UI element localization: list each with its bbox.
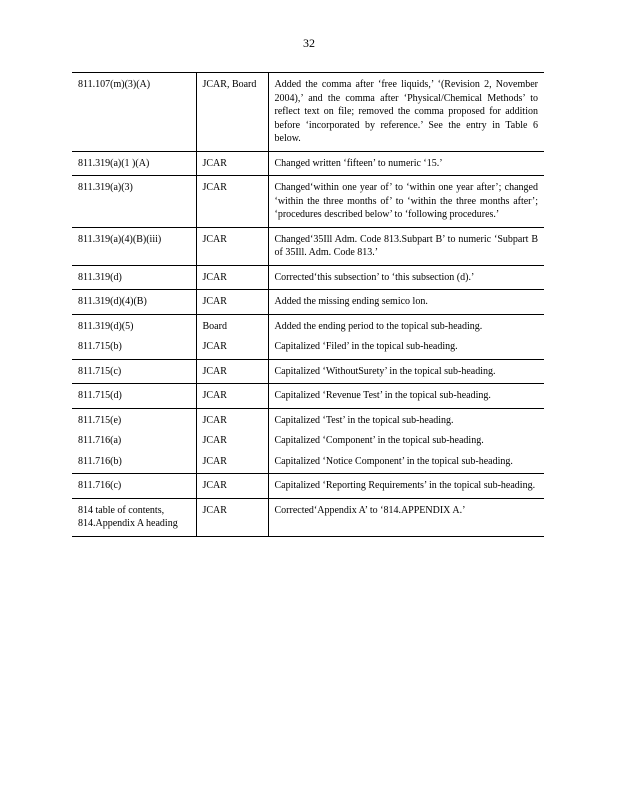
section-cell: 811.319(d)(5) — [72, 314, 196, 338]
table-row — [72, 474, 544, 499]
section-cell: 811.319(d)(4)(B) — [72, 290, 196, 315]
section-cell: 811.716(c) — [72, 474, 196, 499]
change-cell: Added the ending period to the topical sub-heading. — [274, 320, 483, 332]
change-cell: Changed‘within one year of’ to ‘within one year after’; changed ‘within the three months of’ to ‘within the three months after’; ‘procedures described below’ to ‘following procedures.’ — [268, 176, 544, 228]
agency-cell: JCAR — [196, 474, 268, 499]
table-row — [72, 359, 544, 384]
table-row — [72, 290, 544, 315]
agency-cell: JCAR — [196, 359, 268, 384]
changes-table — [72, 72, 544, 537]
page-number: 32 — [303, 36, 315, 50]
table-row — [72, 151, 544, 176]
table-row — [72, 408, 544, 432]
change-cell: Added the comma after ‘free liquids,’ ‘(Revision 2, November 2004),’ and the comma after ‘Physical/Chemical Methods’ to reflect text on file; removed the comma proposed for addition before ‘incorporated by reference.’ See the entry in Table 6 below. — [268, 73, 544, 152]
section-cell: 811.319(a)(1 )(A) — [72, 151, 196, 176]
section-cell: 811.319(d) — [72, 265, 196, 290]
agency-cell: JCAR — [196, 227, 268, 265]
section-cell: 811.107(m)(3)(A) — [72, 73, 196, 152]
table-row — [72, 384, 544, 409]
change-cell: Capitalized ‘Test’ in the topical sub-heading. — [274, 414, 454, 426]
agency-cell: JCAR — [196, 265, 268, 290]
change-cell: Capitalized ‘WithoutSurety’ in the topical sub-heading. — [268, 359, 544, 384]
table-row — [72, 498, 544, 536]
change-cell: Capitalized ‘Notice Component’ in the topical sub-heading. — [268, 453, 544, 474]
section-cell: 811.319(a)(4)(B)(iii) — [72, 227, 196, 265]
change-cell: Corrected‘Appendix A’ to ‘814.APPENDIX A.’ — [268, 498, 544, 536]
change-cell: Corrected‘this subsection’ to ‘this subsection (d).’ — [268, 265, 544, 290]
agency-cell: JCAR — [196, 408, 268, 432]
table-row — [72, 432, 544, 453]
agency-cell: JCAR — [196, 384, 268, 409]
table-row — [72, 338, 544, 359]
agency-cell: JCAR — [196, 498, 268, 536]
table-row — [72, 227, 544, 265]
section-cell: 811.716(a) — [72, 432, 196, 453]
agency-cell: JCAR — [196, 176, 268, 228]
section-cell: 811.716(b) — [72, 453, 196, 474]
table-row — [72, 176, 544, 228]
section-cell: 811.715(b) — [72, 338, 196, 359]
change-cell: Capitalized ‘Component’ in the topical sub-heading. — [274, 435, 484, 446]
change-cell: Changed written ‘fifteen’ to numeric ‘15.’ — [268, 151, 544, 176]
change-cell: Capitalized ‘Revenue Test’ in the topical sub-heading. — [268, 384, 544, 409]
table-row — [72, 314, 544, 338]
section-cell: 811.715(d) — [72, 384, 196, 409]
change-cell: Capitalized ‘Filed’ in the topical sub-heading. — [268, 338, 544, 359]
agency-cell: JCAR — [196, 290, 268, 315]
agency-cell: Board — [196, 314, 268, 338]
table-row — [72, 265, 544, 290]
section-cell: 811.319(a)(3) — [72, 176, 196, 228]
section-cell: 811.715(c) — [72, 359, 196, 384]
agency-cell: JCAR — [196, 151, 268, 176]
change-cell: Capitalized ‘Reporting Requirements’ in the topical sub-heading. — [268, 474, 544, 499]
change-cell: Added the missing ending semico lon. — [268, 290, 544, 315]
section-cell: 811.715(e) — [72, 408, 196, 432]
section-cell: 814 table of contents, 814.Appendix A heading — [72, 498, 196, 536]
agency-cell: JCAR — [196, 453, 268, 474]
change-cell: Changed‘35Ill Adm. Code 813.Subpart B’ to numeric ‘Subpart B of 35Ill. Adm. Code 813.’ — [268, 227, 544, 265]
agency-cell: JCAR, Board — [196, 73, 268, 152]
table-row — [72, 73, 544, 152]
agency-cell: JCAR — [196, 338, 268, 359]
table-row — [72, 453, 544, 474]
agency-cell: JCAR — [196, 432, 268, 453]
